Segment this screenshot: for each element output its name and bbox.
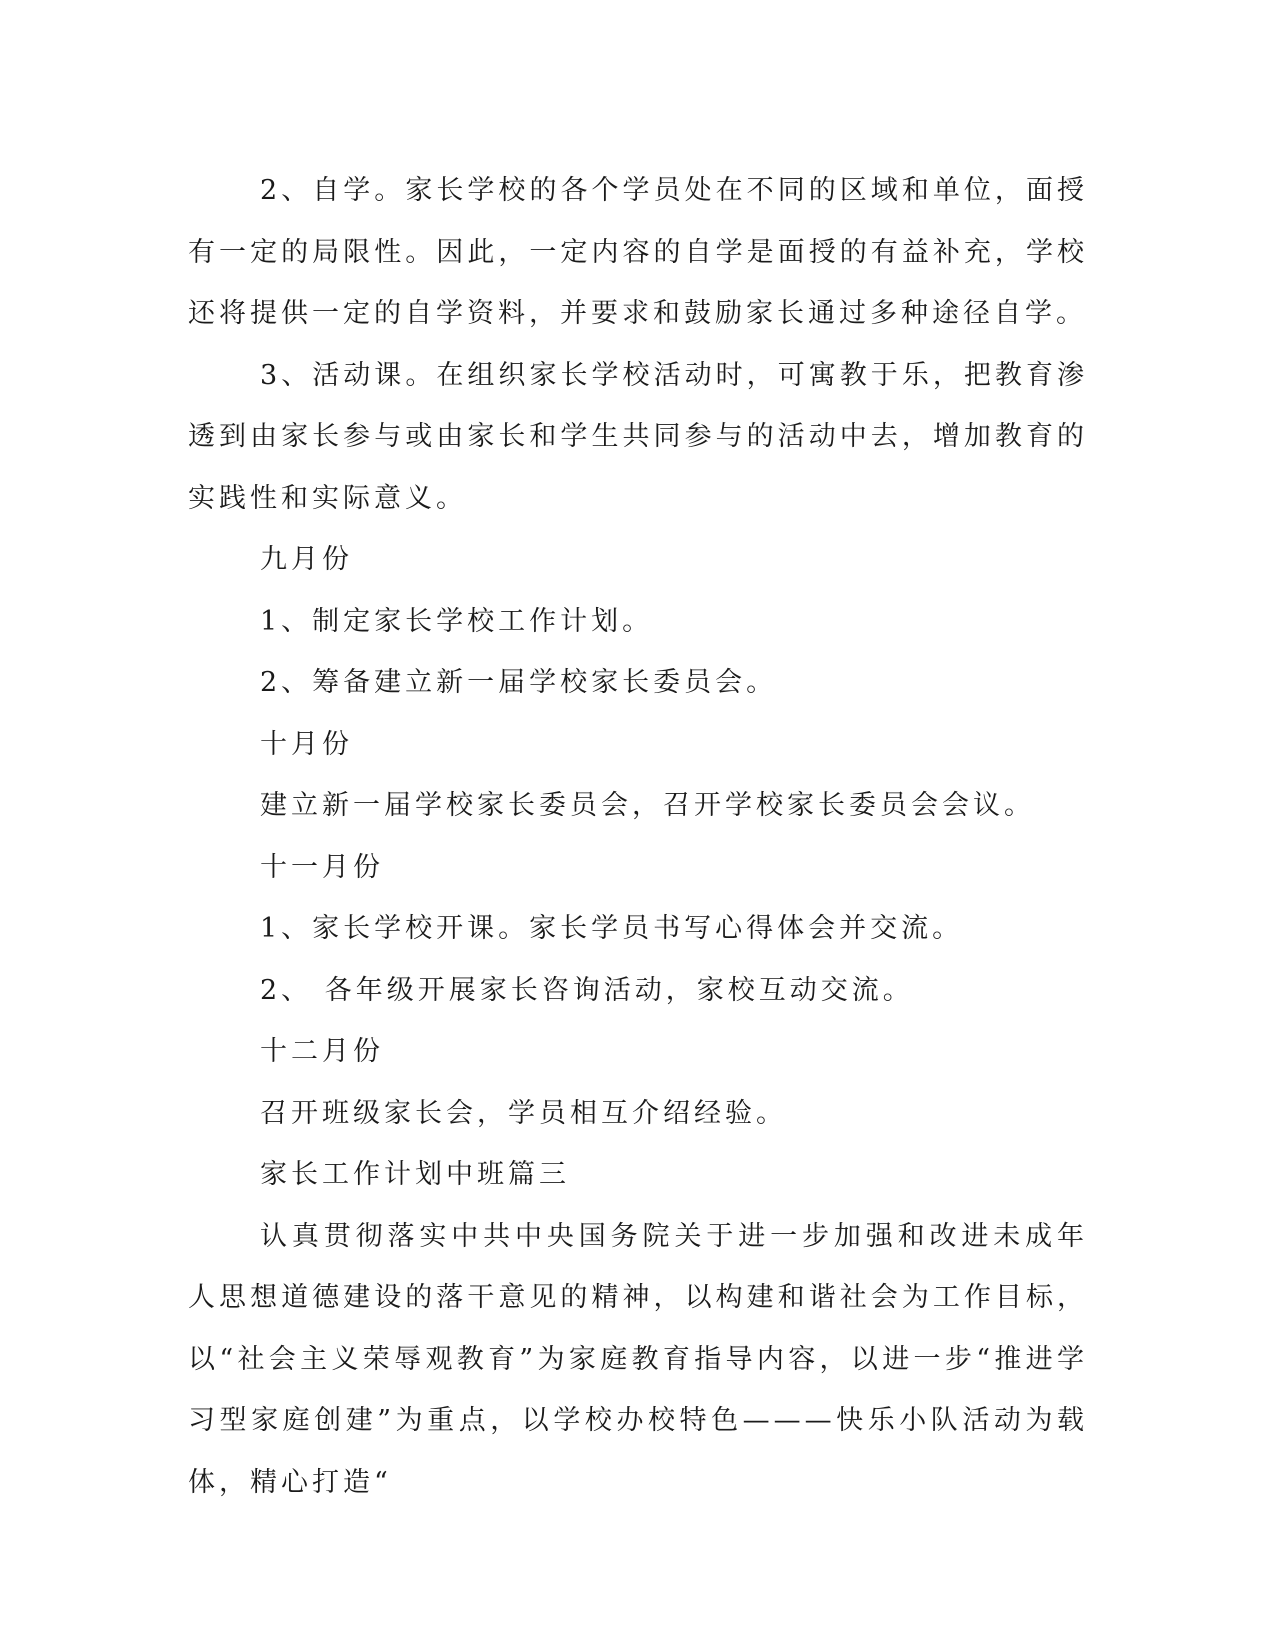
list-item: 1、家长学校开课。家长学员书写心得体会并交流。	[260, 913, 964, 944]
paragraph-activity-class: 3、活动课。在组织家长学校活动时，可寓教于乐，把教育渗透到由家长参与或由家长和学生共同参与的活动中去，增加教育的实践性和实际意义。	[188, 359, 1088, 514]
heading-november: 十一月份	[260, 851, 384, 883]
paragraph-intro: 认真贯彻落实中共中央国务院关于进一步加强和改进未成年人思想道德建设的落干意见的精神，以构建和谐社会为工作目标，以“社会主义荣辱观教育”为家庭教育指导内容，以进一步“推进学习型家庭创建”为重点，以学校办校特色———快乐小队活动为载体，精心打造“	[188, 1220, 1088, 1498]
section-title: 家长工作计划中班篇三	[260, 1159, 570, 1190]
heading-october: 十月份	[260, 728, 353, 760]
heading-september: 九月份	[260, 544, 353, 575]
list-item: 建立新一届学校家长委员会，召开学校家长委员会会议。	[260, 790, 1035, 821]
paragraph-self-study: 2、自学。家长学校的各个学员处在不同的区域和单位，面授有一定的局限性。因此，一定内容的自学是面授的有益补充，学校还将提供一定的自学资料，并要求和鼓励家长通过多种途径自学。	[188, 175, 1088, 329]
list-item: 2、筹备建立新一届学校家长委员会。	[260, 667, 778, 698]
heading-december: 十二月份	[260, 1036, 384, 1067]
document-body	[188, 160, 1088, 1513]
list-item: 1、制定家长学校工作计划。	[260, 605, 654, 637]
list-item: 2、 各年级开展家长咨询活动，家校互动交流。	[260, 974, 914, 1006]
list-item: 召开班级家长会，学员相互介绍经验。	[260, 1097, 787, 1129]
